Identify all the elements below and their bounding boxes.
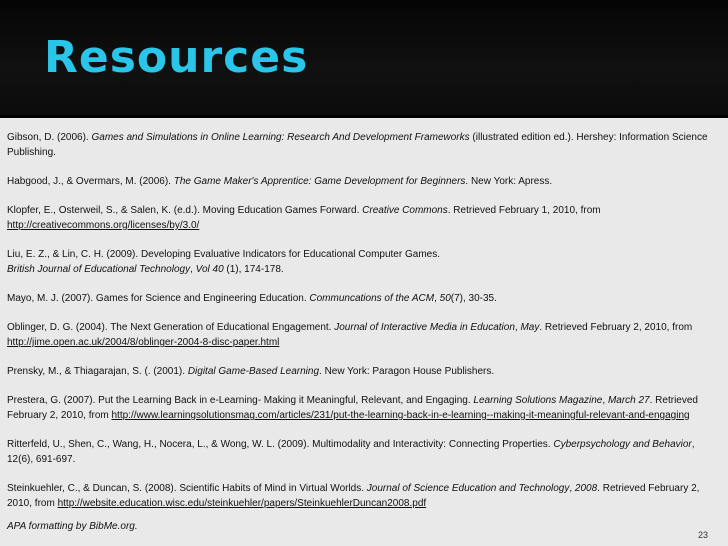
reference-link[interactable]: http://www.learningsolutionsmag.com/articles/231/put-the-learning-back-in-e-learning--making-it-meaningful-relevant-and-engaging [111,410,690,421]
reference-link[interactable]: http://jime.open.ac.uk/2004/8/oblinger-2004-8-disc-paper.html [7,337,280,348]
title-bar [0,0,728,115]
reference-item: Habgood, J., & Overmars, M. (2006). The Game Maker's Apprentice: Game Development for Beginners. New York: Apress. [7,176,553,187]
reference-item: Liu, E. Z., & Lin, C. H. (2009). Developing Evaluative Indicators for Educational Computer Games. British Journal of Educational Technology, Vol 40 (1), 174-178. [7,249,440,275]
reference-item: Prensky, M., & Thiagarajan, S. (. (2001). Digital Game-Based Learning. New York: Paragon House Publishers. [7,366,495,377]
reference-link[interactable]: http://website.education.wisc.edu/steinkuehler/papers/SteinkuehlerDuncan2008.pdf [57,498,427,509]
page-number: 23 [697,530,708,540]
reference-item: Prestera, G. (2007). Put the Learning Back in e-Learning- Making it Meaningful, Relevant, and Engaging. Learning Solutions Magazine, March 27. Retrieved February 2, 2010, from http://www.learningsolutionsmag.com/articles/231/put-the-learning-back-in-e-learning--making-it-meaningful-relevant-and-engaging [7,395,698,421]
footnote: APA formatting by BibMe.org. [7,521,138,532]
reference-list [0,118,728,546]
reference-link[interactable]: http://creativecommons.org/licenses/by/3.0/ [7,220,200,231]
reference-item: Steinkuehler, C., & Duncan, S. (2008). Scientific Habits of Mind in Virtual Worlds. Journal of Science Education and Technology, 2008. Retrieved February 2, 2010, from http://website.education.wisc.edu/steinkuehler/papers/SteinkuehlerDuncan2008.pdf [7,483,700,509]
reference-item: Gibson, D. (2006). Games and Simulations in Online Learning: Research And Development Frameworks (illustrated edition ed.). Hershey: Information Science Publishing. [7,132,708,158]
reference-item: Klopfer, E., Osterweil, S., & Salen, K. (e.d.). Moving Education Games Forward. Creative Commons. Retrieved February 1, 2010, from http://creativecommons.org/licenses/by/3.0/ [7,205,601,231]
reference-item: Ritterfeld, U., Shen, C., Wang, H., Nocera, L., & Wong, W. L. (2009). Multimodality and Interactivity: Connecting Properties. Cyberpsychology and Behavior, 12(6), 691-697. [7,439,695,465]
slide-title: Resources [44,32,309,83]
reference-item: Mayo, M. J. (2007). Games for Science and Engineering Education. Communcations of the ACM, 50(7), 30-35. [7,293,497,304]
reference-item: Oblinger, D. G. (2004). The Next Generation of Educational Engagement. Journal of Interactive Media in Education, May. Retrieved February 2, 2010, from http://jime.open.ac.uk/2004/8/oblinger-2004-8-disc-paper.html [7,322,693,348]
